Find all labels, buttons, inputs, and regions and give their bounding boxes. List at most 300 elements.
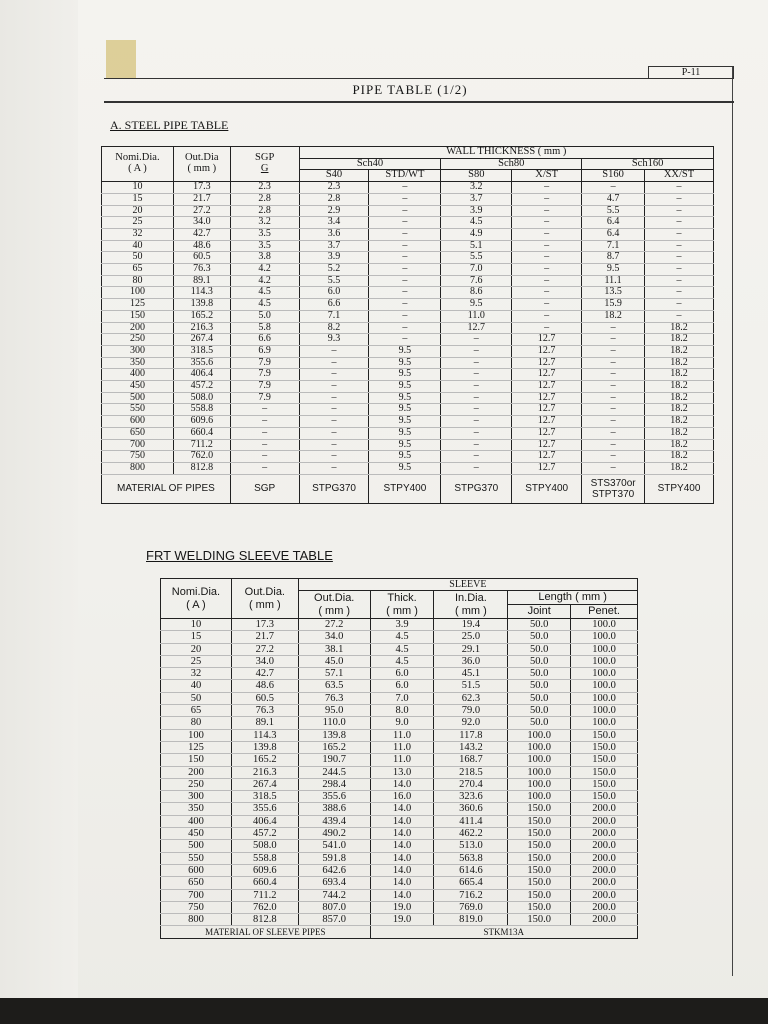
table-cell: 42.7 — [173, 228, 230, 240]
table-cell: 490.2 — [298, 828, 370, 840]
sleeve-col-penet: Penet. — [571, 605, 638, 619]
table-cell: – — [230, 462, 299, 474]
sch40-header: Sch40 — [299, 158, 441, 170]
table-cell: 857.0 — [298, 914, 370, 926]
table-cell: – — [441, 345, 512, 357]
table-cell: 2.8 — [230, 193, 299, 205]
sleeve-material-row — [161, 926, 638, 939]
table-cell: 50.0 — [508, 631, 571, 643]
table-cell: 406.4 — [231, 815, 298, 827]
table-cell: 558.8 — [231, 852, 298, 864]
table-cell: 100.0 — [508, 729, 571, 741]
table-cell: 50.0 — [508, 692, 571, 704]
table-row — [102, 381, 714, 393]
table-cell: – — [230, 439, 299, 451]
sch80-header: Sch80 — [441, 158, 582, 170]
table-cell: – — [441, 357, 512, 369]
table-cell: 769.0 — [434, 901, 508, 913]
table-cell: 100.0 — [508, 741, 571, 753]
table-cell: 6.6 — [299, 299, 369, 311]
table-cell: – — [582, 381, 645, 393]
table-cell: 14.0 — [370, 889, 434, 901]
table-cell: 57.1 — [298, 668, 370, 680]
table-cell: 7.9 — [230, 392, 299, 404]
table-cell: 558.8 — [173, 404, 230, 416]
table-row — [102, 369, 714, 381]
table-cell: 40 — [102, 240, 174, 252]
table-cell: 150.0 — [508, 877, 571, 889]
table-cell: 3.9 — [299, 252, 369, 264]
table-cell: – — [369, 205, 441, 217]
table-row — [161, 643, 638, 655]
table-cell: – — [299, 404, 369, 416]
table-cell: 8.0 — [370, 705, 434, 717]
table-row — [102, 205, 714, 217]
table-cell: 18.2 — [645, 357, 714, 369]
table-cell: – — [299, 427, 369, 439]
table-row — [102, 193, 714, 205]
table-cell: 11.1 — [582, 275, 645, 287]
table-cell: 800 — [102, 462, 174, 474]
table-cell: 812.8 — [231, 914, 298, 926]
table-cell: 513.0 — [434, 840, 508, 852]
table-cell: 3.9 — [441, 205, 512, 217]
table-cell: 125 — [161, 741, 232, 753]
table-cell: 5.8 — [230, 322, 299, 334]
table-cell: 7.0 — [441, 264, 512, 276]
table-cell: – — [582, 439, 645, 451]
table-cell: 190.7 — [298, 754, 370, 766]
table-cell: 250 — [102, 334, 174, 346]
table-cell: 355.6 — [173, 357, 230, 369]
col-xs: X/ST — [512, 170, 582, 182]
table-cell: 360.6 — [434, 803, 508, 815]
table-cell: – — [582, 334, 645, 346]
table-cell: 89.1 — [173, 275, 230, 287]
col-out: Out.Dia ( mm ) — [173, 147, 230, 182]
table-cell: – — [369, 228, 441, 240]
table-cell: 216.3 — [231, 766, 298, 778]
table-row — [102, 182, 714, 194]
table-cell: 400 — [161, 815, 232, 827]
table-cell: 21.7 — [231, 631, 298, 643]
table-cell: 500 — [161, 840, 232, 852]
table-cell: – — [512, 205, 582, 217]
table-cell: – — [645, 264, 714, 276]
table-cell: 150.0 — [508, 901, 571, 913]
table-cell: – — [645, 252, 714, 264]
table-row — [161, 754, 638, 766]
table-cell: 18.2 — [645, 392, 714, 404]
table-cell: – — [299, 345, 369, 357]
table-cell: 89.1 — [231, 717, 298, 729]
col-s40: S40 — [299, 170, 369, 182]
table-cell: 18.2 — [645, 345, 714, 357]
sleeve-col-thick: Thick. ( mm ) — [370, 591, 434, 619]
table-cell: 27.2 — [231, 643, 298, 655]
table-cell: 150.0 — [571, 729, 638, 741]
table-row — [161, 631, 638, 643]
table-cell: 150.0 — [571, 766, 638, 778]
table-cell: 12.7 — [512, 427, 582, 439]
table-row — [102, 439, 714, 451]
material-s40: STPG370 — [299, 474, 369, 503]
table-cell: – — [645, 205, 714, 217]
table-cell: 114.3 — [173, 287, 230, 299]
table-cell: 150.0 — [508, 864, 571, 876]
table-cell: 17.3 — [231, 619, 298, 631]
table-cell: 50.0 — [508, 705, 571, 717]
table-cell: – — [441, 392, 512, 404]
table-cell: 45.0 — [298, 655, 370, 667]
table-row — [102, 416, 714, 428]
table-cell: 3.7 — [299, 240, 369, 252]
table-cell: 508.0 — [231, 840, 298, 852]
sleeve-material-value: STKM13A — [370, 926, 637, 939]
table-cell: – — [230, 404, 299, 416]
table-cell: 20 — [102, 205, 174, 217]
table-row — [102, 451, 714, 463]
table-cell: 5.2 — [299, 264, 369, 276]
table-cell: 139.8 — [173, 299, 230, 311]
table-cell: 3.4 — [299, 217, 369, 229]
table-cell: 14.0 — [370, 803, 434, 815]
table-cell: 6.4 — [582, 217, 645, 229]
table-cell: 744.2 — [298, 889, 370, 901]
table-cell: – — [645, 240, 714, 252]
table-row — [102, 462, 714, 474]
col-s80: S80 — [441, 170, 512, 182]
table-cell: 3.2 — [441, 182, 512, 194]
table-cell: – — [230, 427, 299, 439]
table-cell: 3.6 — [299, 228, 369, 240]
table-row — [102, 275, 714, 287]
table-cell: 34.0 — [173, 217, 230, 229]
table-cell: – — [582, 404, 645, 416]
page-title: PIPE TABLE (1/2) — [352, 82, 468, 97]
table-cell: 711.2 — [173, 439, 230, 451]
table-cell: 10 — [161, 619, 232, 631]
table-cell: 9.5 — [369, 381, 441, 393]
table-cell: 143.2 — [434, 741, 508, 753]
table-cell: 100.0 — [508, 791, 571, 803]
table-cell: 541.0 — [298, 840, 370, 852]
table-cell: 6.4 — [582, 228, 645, 240]
table-cell: 9.5 — [369, 392, 441, 404]
table-cell: 8.6 — [441, 287, 512, 299]
table-cell: 3.2 — [230, 217, 299, 229]
table-cell: 19.0 — [370, 901, 434, 913]
table-cell: 168.7 — [434, 754, 508, 766]
table-cell: 591.8 — [298, 852, 370, 864]
table-cell: 216.3 — [173, 322, 230, 334]
table-cell: – — [582, 416, 645, 428]
table-row — [161, 717, 638, 729]
right-frame-line — [732, 66, 733, 976]
sleeve-col-in: In.Dia. ( mm ) — [434, 591, 508, 619]
table-cell: – — [299, 451, 369, 463]
table-cell: 12.7 — [512, 345, 582, 357]
table-cell: 800 — [161, 914, 232, 926]
table-cell: 50 — [161, 692, 232, 704]
table-row — [161, 680, 638, 692]
sleeve-section-title: FRT WELDING SLEEVE TABLE — [146, 548, 333, 563]
table-cell: 4.9 — [441, 228, 512, 240]
table-cell: 139.8 — [231, 741, 298, 753]
table-cell: 117.8 — [434, 729, 508, 741]
table-cell: 36.0 — [434, 655, 508, 667]
table-cell: 14.0 — [370, 840, 434, 852]
table-cell: 244.5 — [298, 766, 370, 778]
table-cell: 9.5 — [369, 345, 441, 357]
table-cell: – — [441, 381, 512, 393]
table-cell: 50.0 — [508, 643, 571, 655]
table-cell: 18.2 — [645, 451, 714, 463]
table-cell: 614.6 — [434, 864, 508, 876]
steel-pipe-table — [101, 146, 714, 504]
table-cell: 14.0 — [370, 778, 434, 790]
table-cell: 27.2 — [173, 205, 230, 217]
table-row — [161, 791, 638, 803]
table-cell: 27.2 — [298, 619, 370, 631]
table-cell: 40 — [161, 680, 232, 692]
col-nomi: Nomi.Dia. ( A ) — [102, 147, 174, 182]
table-row — [161, 828, 638, 840]
table-cell: 32 — [161, 668, 232, 680]
table-cell: 150.0 — [508, 803, 571, 815]
table-cell: – — [299, 357, 369, 369]
table-cell: 762.0 — [231, 901, 298, 913]
table-cell: 600 — [102, 416, 174, 428]
table-cell: 350 — [102, 357, 174, 369]
table-cell: 6.0 — [370, 680, 434, 692]
table-cell: 50.0 — [508, 717, 571, 729]
table-cell: 5.1 — [441, 240, 512, 252]
table-cell: 25.0 — [434, 631, 508, 643]
table-cell: 200.0 — [571, 852, 638, 864]
table-cell: 25 — [161, 655, 232, 667]
table-row — [161, 889, 638, 901]
table-cell: – — [645, 287, 714, 299]
table-cell: 300 — [161, 791, 232, 803]
table-cell: 807.0 — [298, 901, 370, 913]
table-cell: – — [299, 381, 369, 393]
table-cell: 650 — [161, 877, 232, 889]
table-cell: 318.5 — [231, 791, 298, 803]
table-cell: 8.7 — [582, 252, 645, 264]
table-cell: – — [512, 252, 582, 264]
table-row — [161, 914, 638, 926]
table-cell: – — [299, 416, 369, 428]
table-cell: 298.4 — [298, 778, 370, 790]
table-cell: 250 — [161, 778, 232, 790]
material-s80: STPG370 — [441, 474, 512, 503]
table-cell: 13.5 — [582, 287, 645, 299]
table-cell: 819.0 — [434, 914, 508, 926]
sleeve-col-out: Out.Dia. ( mm ) — [231, 579, 298, 619]
table-cell: 12.7 — [512, 439, 582, 451]
table-cell: 9.5 — [369, 439, 441, 451]
table-cell: 14.0 — [370, 852, 434, 864]
table-cell: 7.9 — [230, 357, 299, 369]
table-cell: 2.3 — [230, 182, 299, 194]
table-cell: – — [512, 287, 582, 299]
table-cell: – — [369, 299, 441, 311]
table-cell: – — [369, 217, 441, 229]
table-cell: 716.2 — [434, 889, 508, 901]
table-cell: – — [441, 416, 512, 428]
sleeve-material-label: MATERIAL OF SLEEVE PIPES — [161, 926, 371, 939]
table-cell: – — [369, 182, 441, 194]
table-cell: – — [645, 228, 714, 240]
table-cell: 65 — [102, 264, 174, 276]
table-cell: 60.5 — [173, 252, 230, 264]
table-cell: 270.4 — [434, 778, 508, 790]
table-cell: 14.0 — [370, 877, 434, 889]
table-cell: 200 — [161, 766, 232, 778]
table-cell: 4.2 — [230, 264, 299, 276]
table-cell: 100.0 — [571, 680, 638, 692]
table-cell: – — [369, 322, 441, 334]
table-cell: 13.0 — [370, 766, 434, 778]
table-cell: 100.0 — [571, 655, 638, 667]
table-cell: 114.3 — [231, 729, 298, 741]
table-cell: 110.0 — [298, 717, 370, 729]
table-cell: – — [369, 240, 441, 252]
table-cell: 462.2 — [434, 828, 508, 840]
table-cell: 34.0 — [231, 655, 298, 667]
table-cell: 508.0 — [173, 392, 230, 404]
sch160-header: Sch160 — [582, 158, 714, 170]
table-cell: 150.0 — [508, 815, 571, 827]
table-cell: 12.7 — [512, 451, 582, 463]
table-cell: 200.0 — [571, 889, 638, 901]
table-cell: 9.5 — [369, 427, 441, 439]
table-cell: 7.9 — [230, 381, 299, 393]
table-cell: 15 — [161, 631, 232, 643]
table-cell: 5.5 — [582, 205, 645, 217]
table-cell: 9.5 — [441, 299, 512, 311]
table-cell: – — [369, 264, 441, 276]
table-cell: – — [369, 287, 441, 299]
table-row — [102, 345, 714, 357]
table-cell: 3.8 — [230, 252, 299, 264]
table-cell: 18.2 — [645, 322, 714, 334]
table-cell: 750 — [102, 451, 174, 463]
table-cell: 150.0 — [508, 889, 571, 901]
table-cell: 762.0 — [173, 451, 230, 463]
table-cell: 11.0 — [370, 754, 434, 766]
table-row — [102, 334, 714, 346]
table-cell: 642.6 — [298, 864, 370, 876]
table-cell: 200 — [102, 322, 174, 334]
table-cell: 711.2 — [231, 889, 298, 901]
table-row — [161, 705, 638, 717]
table-cell: 411.4 — [434, 815, 508, 827]
table-row — [102, 299, 714, 311]
table-cell: 700 — [102, 439, 174, 451]
table-cell: 25 — [102, 217, 174, 229]
table-cell: 50.0 — [508, 655, 571, 667]
table-cell: – — [512, 182, 582, 194]
table-cell: 4.5 — [370, 631, 434, 643]
table-row — [161, 778, 638, 790]
table-cell: 12.7 — [512, 381, 582, 393]
table-cell: 50.0 — [508, 619, 571, 631]
bottom-shadow — [0, 998, 768, 1024]
table-cell: 95.0 — [298, 705, 370, 717]
table-cell: – — [512, 240, 582, 252]
table-cell: 139.8 — [298, 729, 370, 741]
table-cell: 500 — [102, 392, 174, 404]
table-cell: 79.0 — [434, 705, 508, 717]
table-cell: 80 — [102, 275, 174, 287]
table-cell: 18.2 — [645, 369, 714, 381]
table-cell: 50 — [102, 252, 174, 264]
table-cell: 2.9 — [299, 205, 369, 217]
table-cell: 12.7 — [441, 322, 512, 334]
table-cell: 18.2 — [645, 462, 714, 474]
sleeve-col-joint: Joint — [508, 605, 571, 619]
table-cell: 406.4 — [173, 369, 230, 381]
table-cell: 5.5 — [441, 252, 512, 264]
table-row — [102, 322, 714, 334]
table-row — [161, 741, 638, 753]
table-cell: 9.5 — [369, 369, 441, 381]
table-row — [161, 877, 638, 889]
table-cell: 18.2 — [645, 334, 714, 346]
table-cell: 100.0 — [571, 668, 638, 680]
table-cell: 19.0 — [370, 914, 434, 926]
sleeve-col-nomi: Nomi.Dia. ( A ) — [161, 579, 232, 619]
table-cell: 29.1 — [434, 643, 508, 655]
table-cell: 12.7 — [512, 369, 582, 381]
table-cell: 12.7 — [512, 404, 582, 416]
table-cell: 50.0 — [508, 668, 571, 680]
table-cell: – — [441, 439, 512, 451]
table-cell: 450 — [102, 381, 174, 393]
table-cell: 5.5 — [299, 275, 369, 287]
table-cell: 15.9 — [582, 299, 645, 311]
table-cell: 6.6 — [230, 334, 299, 346]
table-cell: 15 — [102, 193, 174, 205]
table-cell: 150.0 — [508, 828, 571, 840]
table-cell: 100.0 — [508, 778, 571, 790]
table-cell: – — [512, 299, 582, 311]
material-xxs: STPY400 — [645, 474, 714, 503]
table-cell: 267.4 — [173, 334, 230, 346]
col-xxs: XX/ST — [645, 170, 714, 182]
table-cell: – — [645, 182, 714, 194]
table-cell: 150 — [102, 310, 174, 322]
table-cell: 7.6 — [441, 275, 512, 287]
table-cell: 16.0 — [370, 791, 434, 803]
table-cell: 200.0 — [571, 914, 638, 926]
table-cell: – — [299, 439, 369, 451]
table-cell: 11.0 — [370, 729, 434, 741]
table-row — [161, 692, 638, 704]
table-cell: 100.0 — [571, 717, 638, 729]
table-cell: – — [645, 193, 714, 205]
table-cell: – — [369, 334, 441, 346]
table-cell: 80 — [161, 717, 232, 729]
table-cell: – — [582, 451, 645, 463]
table-cell: – — [299, 392, 369, 404]
table-cell: 439.4 — [298, 815, 370, 827]
table-cell: 355.6 — [298, 791, 370, 803]
table-cell: 563.8 — [434, 852, 508, 864]
table-cell: 8.2 — [299, 322, 369, 334]
